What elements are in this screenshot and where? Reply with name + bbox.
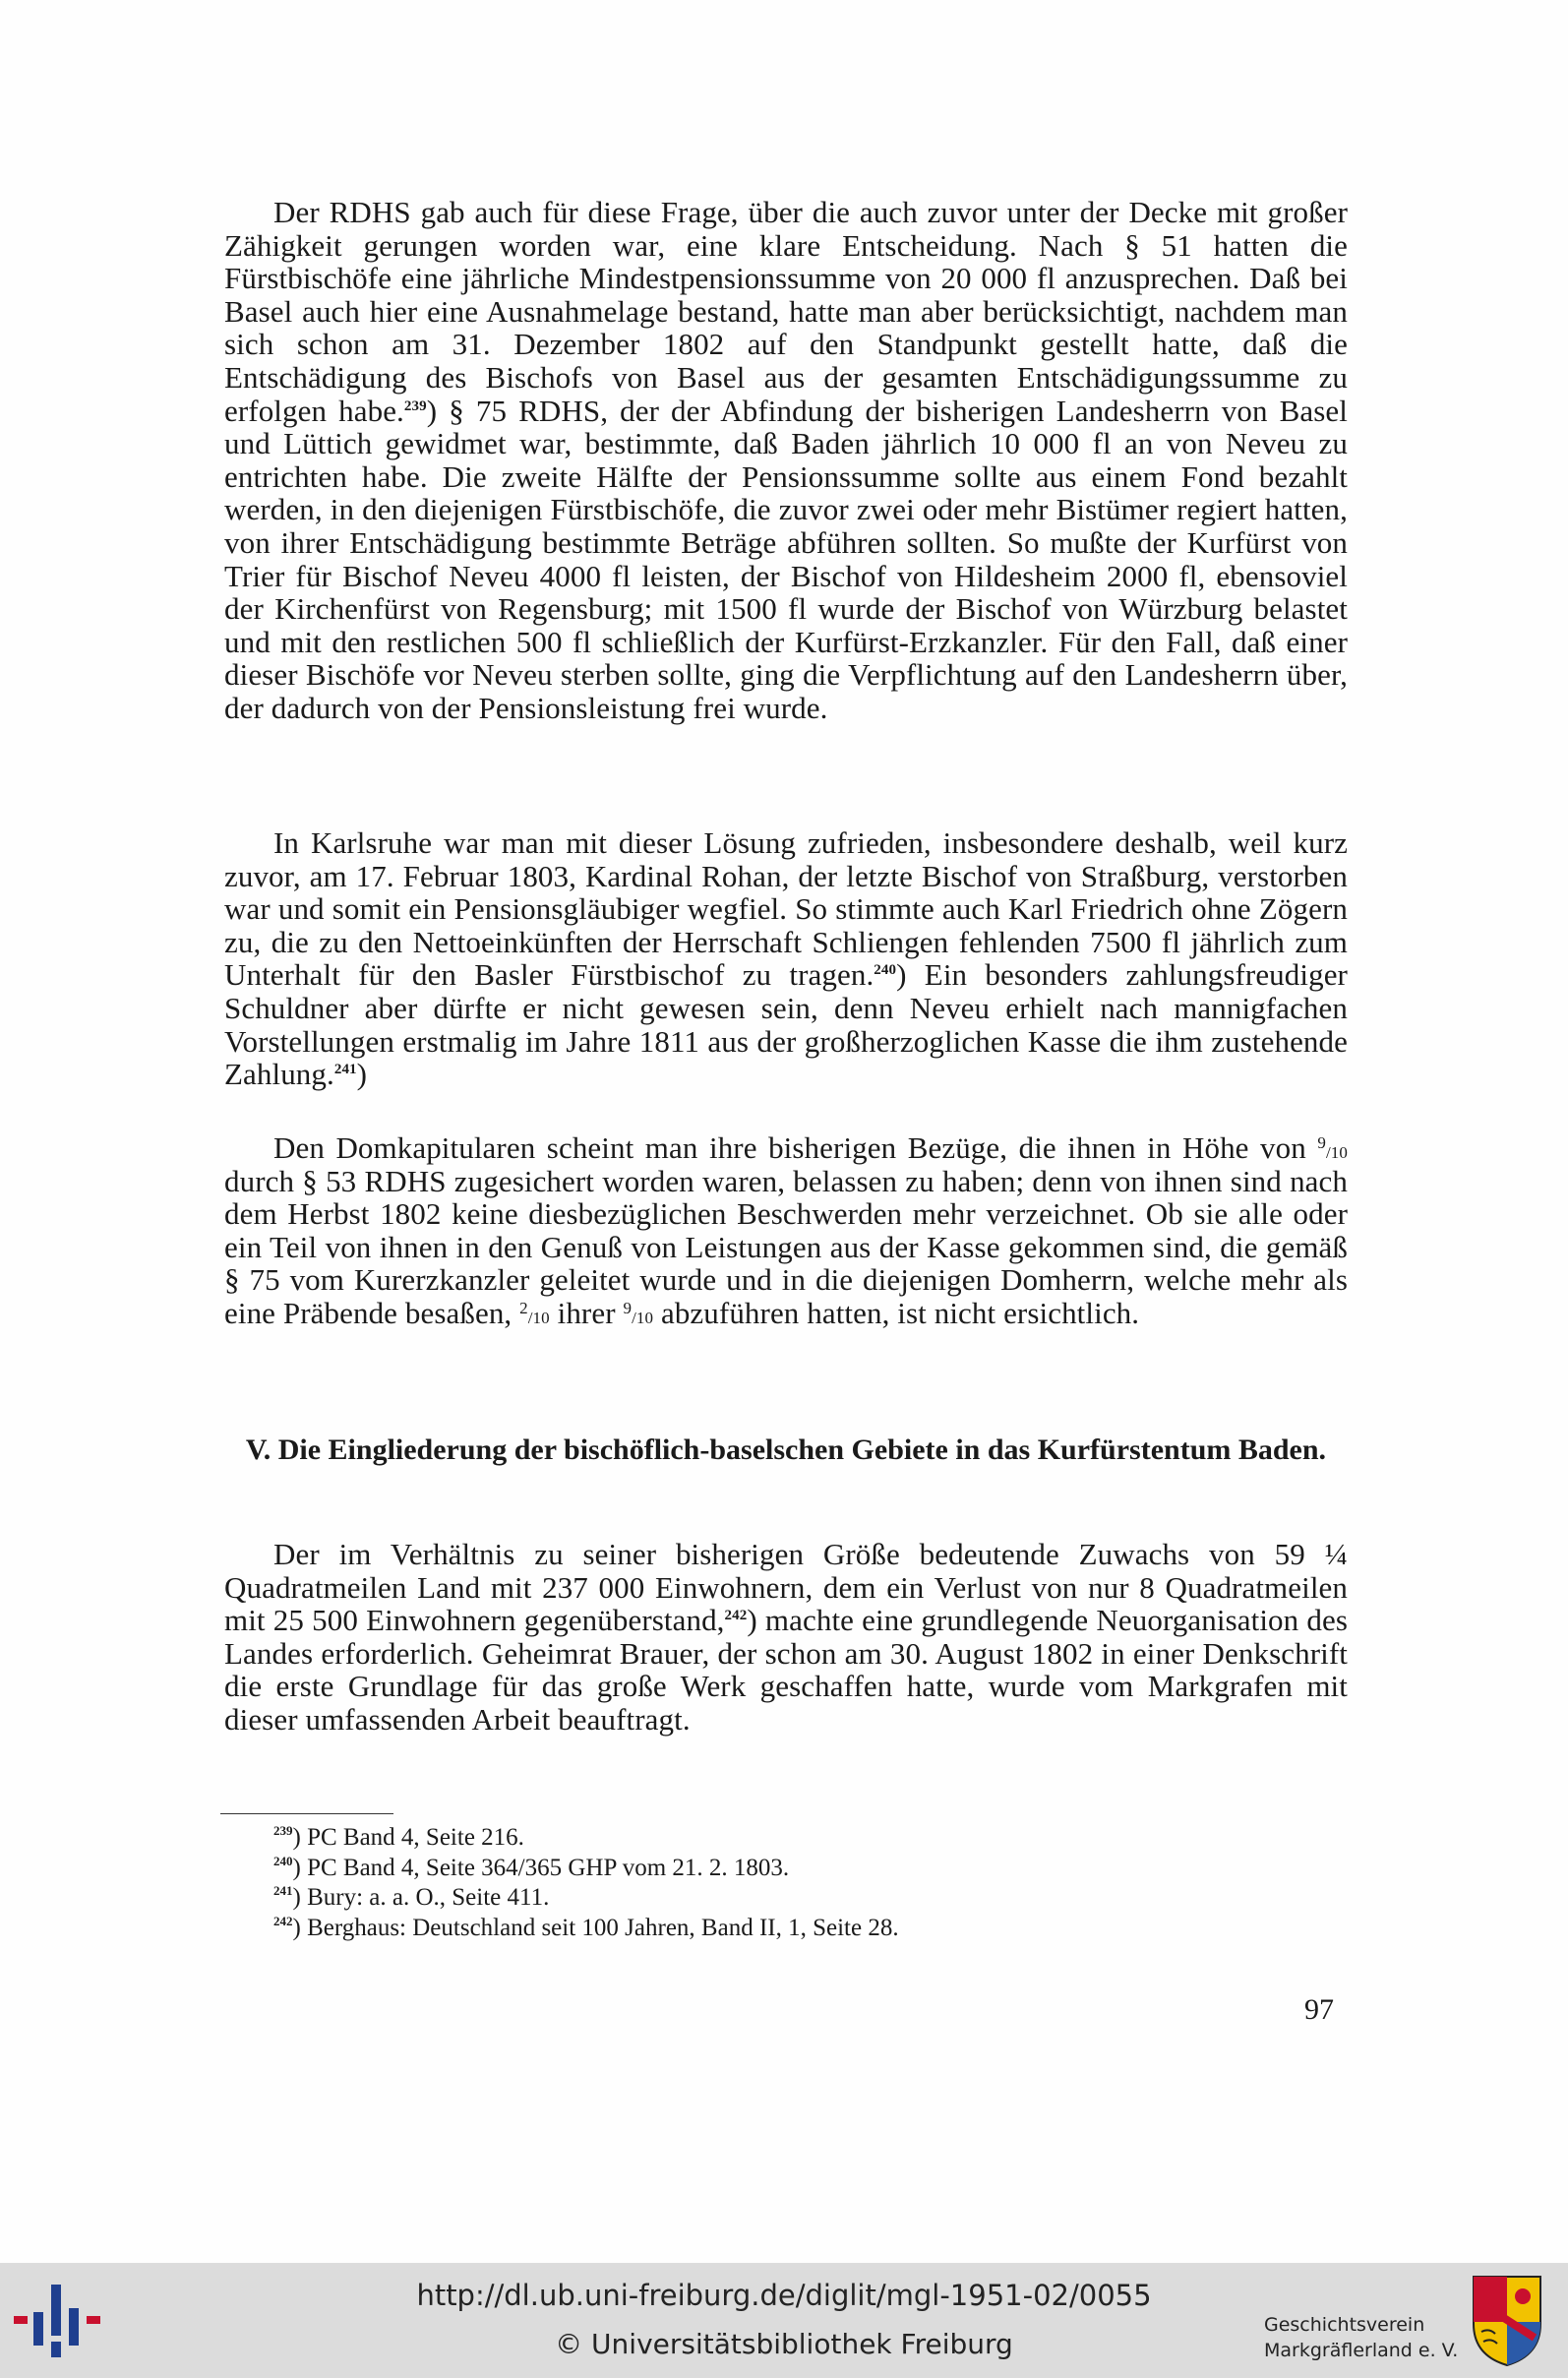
fraction-denominator: /10 (632, 1308, 654, 1327)
footnote-ref-240[interactable]: 240 (874, 962, 897, 979)
footnote-divider (220, 1813, 393, 1814)
society-line-1: Geschichtsverein (1264, 2314, 1425, 2336)
section-heading: V. Die Eingliederung der bischöflich-baselschen Gebiete in das Kurfürstentum Baden. (245, 1433, 1327, 1466)
fraction-denominator: /10 (1325, 1143, 1348, 1162)
footnote-ref-242[interactable]: 242 (724, 1608, 748, 1624)
fraction-numerator: 2 (519, 1298, 528, 1317)
footnotes (273, 1823, 1306, 1943)
page-number: 97 (1304, 1993, 1334, 2026)
footnote-239: $^{239}$) PC Band 4, Seite 216. (273, 1823, 524, 1851)
copyright-text: © Universitätsbibliothek Freiburg (555, 2328, 1013, 2360)
footnote-242: $^{242}$) Berghaus: Deutschland seit 100 Jahren, Band II, 1, Seite 28. (273, 1913, 899, 1941)
coat-of-arms-icon[interactable] (1470, 2273, 1544, 2367)
footnote-240: $^{240}$) PC Band 4, Seite 364/365 GHP vom 21. 2. 1803. (273, 1853, 790, 1881)
paragraph-4: Der im Verhältnis zu seiner bisherigen Größe bedeutende Zuwachs von 59 ¼ Quadratmeilen Land mit 237 000 Einwohnern, dem ein Verlust von nur 8 Quadratmeilen mit 25 500 Einwohnern gegenüberstand,$^{242}$) machte eine grundlegende Neuorganisation des Landes erforderlich. Geheimrat Brauer, der schon am 30. August 1802 in einer Denkschrift die erste Grundlage für das große Werk geschaffen hatte, wurde vom Markgrafen mit dieser umfassenden Arbeit beauftragt. (224, 1537, 1348, 1737)
permalink-link[interactable]: http://dl.ub.uni-freiburg.de/diglit/mgl-1951-02/0055 (416, 2279, 1152, 2312)
society-name (1264, 2312, 1461, 2363)
society-line-2: Markgräflerland e. V. (1264, 2340, 1459, 2361)
paragraph-3: Den Domkapitularen scheint man ihre bisherigen Bezüge, die ihnen in Höhe von $^9$/10 durch § 53 RDHS zugesichert worden waren, belassen zu haben; denn von ihnen sind nach dem Herbst 1802 keine diesbezüglichen Beschwerden mehr verzeichnet. Ob sie alle oder ein Teil von ihnen in den Genuß von Leistungen aus der Kasse gekommen sind, die gemäß § 75 vom Kurerzkanzler geleitet wurde und in die diejenigen Domherrn, welche mehr als eine Präbende besaßen, $^2$/10 ihrer $^9$/10 abzuführen hatten, ist nicht ersichtlich. (224, 1130, 1348, 1330)
fraction-numerator: 9 (1317, 1133, 1326, 1152)
footnote-241: $^{241}$) Bury: a. a. O., Seite 411. (273, 1883, 550, 1911)
footer-bar (0, 2263, 1568, 2378)
paragraph-2: In Karlsruhe war man mit dieser Lösung zufrieden, insbesondere deshalb, weil kurz zuvor, am 17. Februar 1803, Kardinal Rohan, der letzte Bischof von Straßburg, verstorben war und somit ein Pensionsgläubiger wegfiel. So stimmte auch Karl Friedrich ohne Zögern zu, die zu den Nettoeinkünften der Herrschaft Schliengen fehlenden 7500 fl jährlich zum Unterhalt für den Basler Fürstbischof zu tragen.$^{240}$) Ein besonders zahlungsfreudiger Schuldner aber dürfte er nicht gewesen sein, denn Neveu erhielt nach mannigfachen Vorstellungen erstmalig im Jahre 1811 aus der großherzoglichen Kasse die ihm zustehende Zahlung.$^{241}$) (224, 825, 1348, 1092)
footnote-ref-241[interactable]: 241 (333, 1062, 357, 1078)
fraction-denominator: /10 (527, 1308, 550, 1327)
paragraph-1: Der RDHS gab auch für diese Frage, über die auch zuvor unter der Decke mit großer Zähigkeit gerungen worden war, eine klare Entscheidung. Nach § 51 hatten die Fürstbischöfe eine jährliche Mindestpensionssumme von 20 000 fl anzusprechen. Daß bei Basel auch hier eine Ausnahmelage bestand, hatte man aber berücksichtigt, nachdem man sich schon am 31. Dezember 1802 auf den Standpunkt gestellt hatte, daß die Entschädigung des Bischofs von Basel aus der gesamten Entschädigungssumme zu erfolgen habe.$^{239}$) § 75 RDHS, der der Abfindung der bisherigen Landesherrn von Basel und Lüttich gewidmet war, bestimmte, daß Baden jährlich 10 000 fl an von Neveu zu entrichten habe. Die zweite Hälfte der Pensionssumme sollte aus einem Fond bezahlt werden, in den diejenigen Fürstbischöfe, die zuvor zwei oder mehr Bistümer regiert hatten, von ihrer Entschädigung bestimmte Beträge abführen sollten. So mußte der Kurfürst von Trier für Bischof Neveu 4000 fl leisten, der Bischof von Hildesheim 2000 fl, ebensoviel der Kirchenfürst von Regensburg; mit 1500 fl wurde der Bischof von Würzburg belastet und mit den restlichen 500 fl schließlich der Kurfürst-Erzkanzler. Für den Fall, daß einer dieser Bischöfe vor Neveu sterben sollte, ging die Verpflichtung auf den Landesherrn über, der dadurch von der Pensionsleistung frei wurde. (224, 195, 1348, 725)
fraction-numerator: 9 (623, 1298, 633, 1317)
footnote-ref-239[interactable]: 239 (403, 397, 427, 414)
